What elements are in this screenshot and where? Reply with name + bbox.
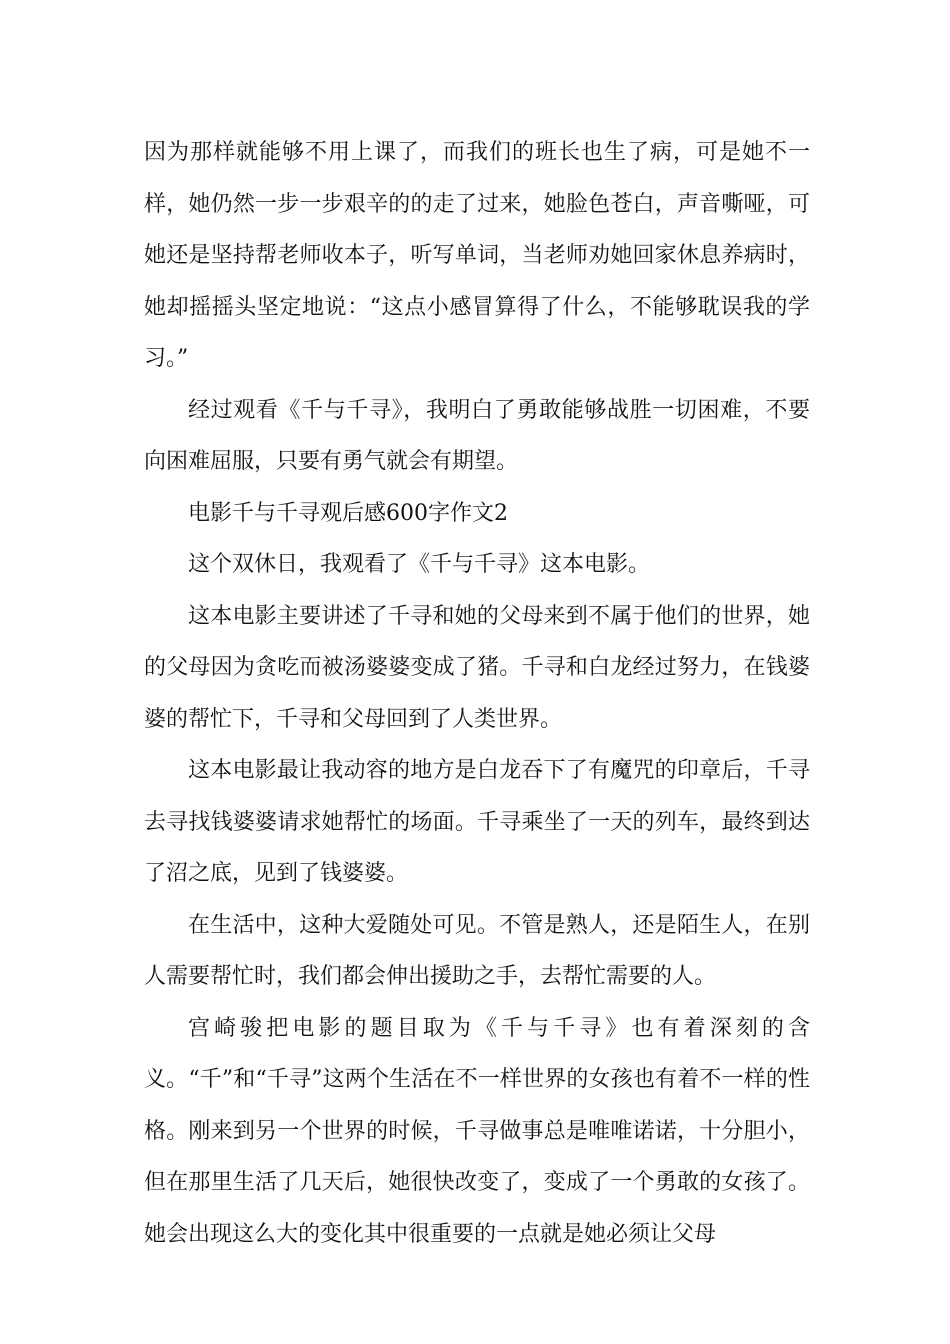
- paragraph-continuation: 因为那样就能够不用上课了，而我们的班长也生了病，可是她不一样，她仍然一步一步艰辛的的走了过来，她脸色苍白，声音嘶哑，可她还是坚持帮老师收本子，听写单词，当老师劝她回家休息养病时，她却摇摇头坚定地说：“这点小感冒算得了什么，不能够耽误我的学习。”: [144, 140, 810, 371]
- paragraph-daily-life: 在生活中，这种大爱随处可见。不管是熟人，还是陌生人，在别人需要帮忙时，我们都会伸出援助之手，去帮忙需要的人。: [144, 912, 810, 989]
- paragraph-moving-scene: 这本电影最让我动容的地方是白龙吞下了有魔咒的印章后，千寻去寻找钱婆婆请求她帮忙的场面。千寻乘坐了一天的列车，最终到达了沼之底，见到了钱婆婆。: [144, 758, 810, 886]
- paragraph-plot: 这本电影主要讲述了千寻和她的父母来到不属于他们的世界，她的父母因为贪吃而被汤婆婆变成了猪。千寻和白龙经过努力，在钱婆婆的帮忙下，千寻和父母回到了人类世界。: [144, 603, 810, 732]
- document-body: [144, 127, 810, 1260]
- paragraph-conclusion: 经过观看《千与千寻》，我明白了勇敢能够战胜一切困难，不要向困难屈服，只要有勇气就会有期望。: [144, 397, 810, 474]
- paragraph-intro: 这个双休日，我观看了《千与千寻》这本电影。: [188, 552, 651, 577]
- paragraph-title-meaning: 宫崎骏把电影的题目取为《千与千寻》也有着深刻的含义。“千”和“千寻”这两个生活在不一样世界的女孩也有着不一样的性格。刚来到另一个世界的时候，千寻做事总是唯唯诺诺，十分胆小，但在那里生活了几天后，她很快改变了，变成了一个勇敢的女孩了。她会出现这么大的变化其中很重要的一点就是她必须让父母: [144, 1015, 810, 1247]
- essay-heading: 电影千与千寻观后感600字作文2: [188, 500, 508, 526]
